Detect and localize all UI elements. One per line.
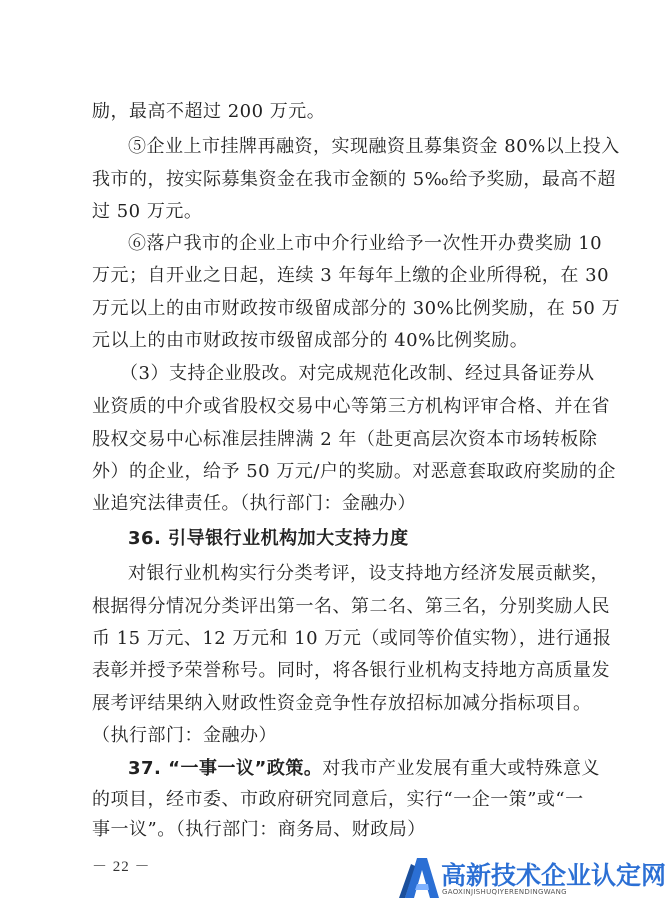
section-heading-37: 37. “一事一议”政策。 — [128, 758, 323, 779]
text-line: 业资质的中介或省股权交易中心等第三方机构评审合格、并在省 — [92, 396, 610, 417]
text-line: （3）支持企业股改。对完成规范化改制、经过具备证券从 — [120, 363, 595, 384]
text-line: 根据得分情况分类评出第一名、第二名、第三名，分别奖励人民 — [92, 596, 610, 617]
watermark-subtitle: GAOXINJISHUQIYERENDINGWANG — [442, 888, 567, 896]
section-heading-36: 36. 引导银行业机构加大支持力度 — [128, 528, 409, 549]
text-line: 万元以上的由市财政按市级留成部分的 30%比例奖励，在 50 万 — [92, 298, 621, 319]
text-line: 股权交易中心标准层挂牌满 2 年（赴更高层次资本市场转板除 — [92, 429, 598, 450]
text-line: 业追究法律责任。（执行部门：金融办） — [92, 493, 416, 514]
text-line: 我市的，按实际募集资金在我市金额的 5‰给予奖励，最高不超 — [92, 169, 616, 190]
watermark-title: 高新技术企业认定网 — [441, 861, 666, 890]
text-line: 对银行业机构实行分类考评，设支持地方经济发展贡献奖， — [128, 563, 609, 584]
text-line: 币 15 万元、12 万元和 10 万元（或同等价值实物），进行通报 — [92, 628, 612, 649]
watermark-logo-icon — [395, 854, 441, 900]
text-line: 万元；自开业之日起，连续 3 年每年上缴的企业所得税，在 30 — [92, 265, 610, 286]
text-line: 元以上的由市财政按市级留成部分的 40%比例奖励。 — [92, 330, 529, 351]
text-line: 事一议”。（执行部门：商务局、财政局） — [92, 819, 426, 840]
watermark — [395, 848, 666, 906]
section-text-37: 对我市产业发展有重大或特殊意义 — [322, 758, 600, 779]
page-number: － 22 － — [92, 859, 151, 875]
text-line: 展考评结果纳入财政性资金竞争性存放招标加减分指标项目。 — [92, 693, 592, 714]
text-line: 过 50 万元。 — [92, 201, 203, 222]
text-line: ⑥落户我市的企业上市中介行业给予一次性开办费奖励 10 — [128, 233, 603, 254]
text-line-37 — [128, 757, 600, 781]
text-line: 励，最高不超过 200 万元。 — [92, 101, 326, 122]
text-line: 表彰并授予荣誉称号。同时，将各银行业机构支持地方高质量发 — [92, 660, 610, 681]
text-line: （执行部门：金融办） — [92, 725, 277, 746]
text-line: 外）的企业，给予 50 万元/户的奖励。对恶意套取政府奖励的企 — [92, 461, 616, 482]
text-line: 的项目，经市委、市政府研究同意后，实行“一企一策”或“一 — [92, 789, 584, 810]
text-line: ⑤企业上市挂牌再融资，实现融资且募集资金 80%以上投入 — [128, 136, 620, 157]
